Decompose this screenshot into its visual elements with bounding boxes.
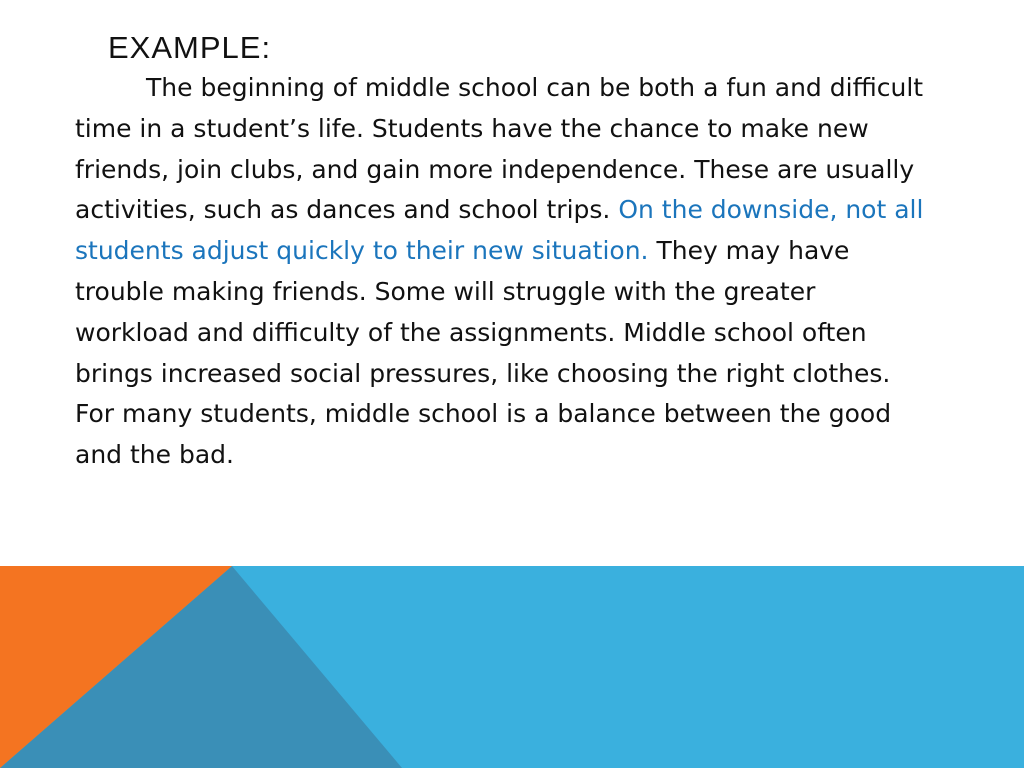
- example-paragraph: [75, 68, 935, 476]
- paragraph-text-start: The beginning of middle school can be both a fun and difficult time in a student’s life. Students have the chance to make new friends, join clubs, and gain more independence. These are usually activities, such as dances and school trips.: [75, 73, 924, 225]
- paragraph-text-end: They may have trouble making friends. Some will struggle with the greater workload and difficulty of the assignments. Middle school often brings increased social pressures, like choosing the right clothes. For many students, middle school is a balance between the good and the bad.: [75, 236, 892, 470]
- highlighted-sentence: On the downside, not all students adjust quickly to their new situation.: [75, 195, 924, 266]
- slide-title: EXAMPLE:: [108, 30, 272, 65]
